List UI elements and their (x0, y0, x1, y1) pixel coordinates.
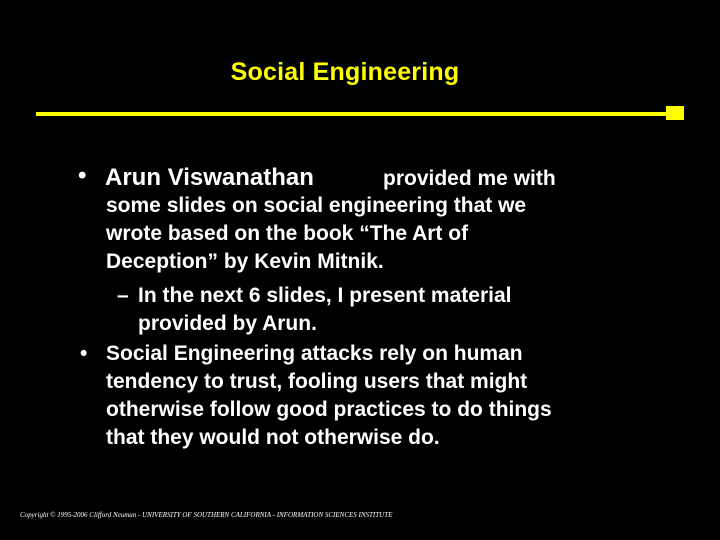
sub-bullet-marker: – (117, 284, 129, 307)
bullet-text-line: tendency to trust, fooling users that might (106, 370, 528, 393)
bullet-marker: • (78, 162, 87, 189)
sub-bullet-text-line: In the next 6 slides, I present material (138, 284, 512, 307)
title-underline-end-block (666, 106, 684, 120)
slide-title: Social Engineering (230, 58, 460, 86)
copyright-footer: Copyright © 1995-2006 Clifford Neuman - UNIVERSITY OF SOUTHERN CALIFORNIA - INFORMATION SCIENCES INSTITUTE (20, 511, 393, 519)
bullet-text-line: that they would not otherwise do. (106, 426, 440, 449)
bullet-text-line: some slides on social engineering that we (106, 194, 527, 217)
bullet-text-line: Social Engineering attacks rely on human (106, 342, 523, 365)
sub-bullet-text-line: provided by Arun. (138, 312, 317, 335)
bullet-text-line: otherwise follow good practices to do things (106, 398, 552, 421)
bullet-marker: • (80, 342, 88, 365)
bullet-text-line: Deception” by Kevin Mitnik. (106, 250, 384, 273)
bullet-lead-text: Arun Viswanathan (105, 164, 314, 191)
bullet-text-line: provided me with (383, 167, 556, 190)
bullet-text-line: wrote based on the book “The Art of (106, 222, 469, 245)
title-underline (36, 112, 668, 116)
